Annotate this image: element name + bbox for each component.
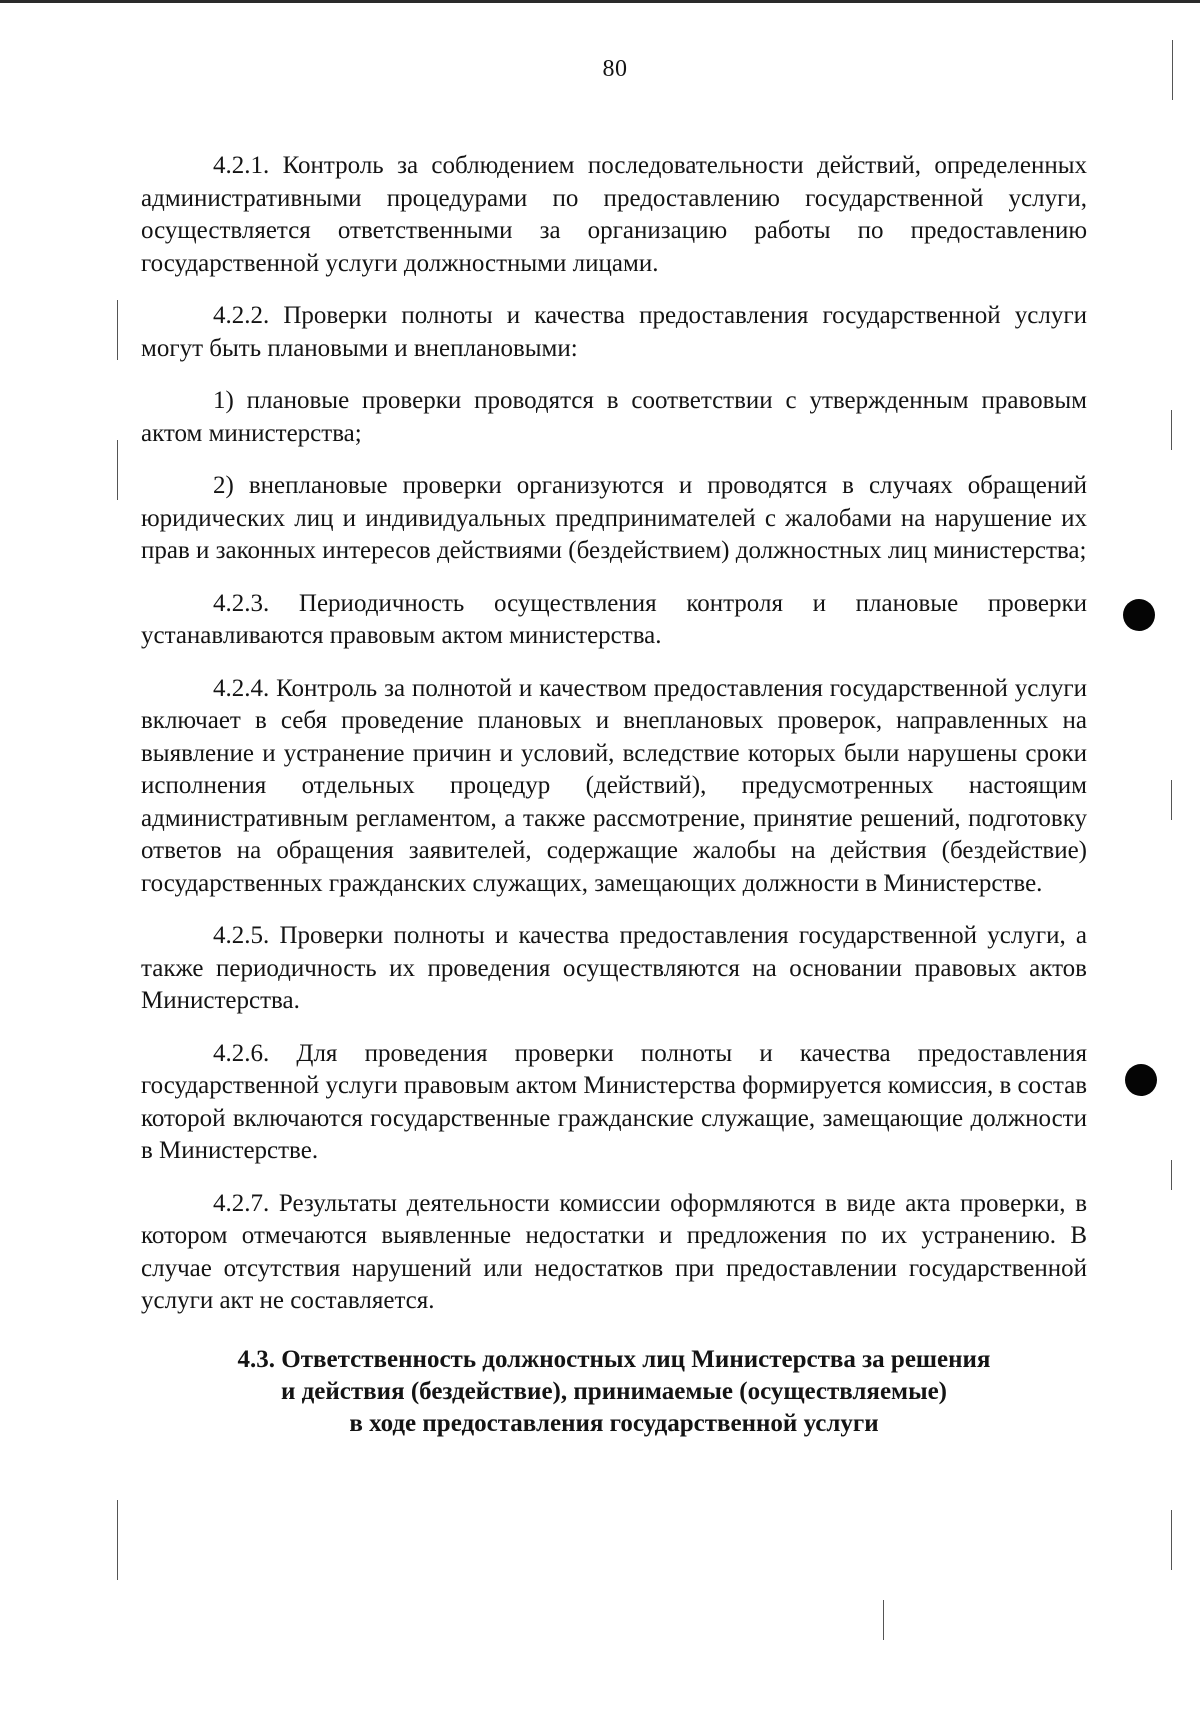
scan-artifact	[117, 440, 118, 500]
scan-artifact	[1171, 1510, 1172, 1570]
scan-artifact	[1171, 1160, 1172, 1190]
scan-artifact	[1172, 40, 1173, 100]
paragraph-4-2-7: 4.2.7. Результаты деятельности комиссии оформляются в виде акта проверки, в котором отмечаются выявленные недостатки и предложения по их устранению. В случае отсутствия нарушений или недостатков при предоставлении государственной услуги акт не составляется.	[141, 1189, 1087, 1314]
punch-hole-mark	[1125, 1064, 1157, 1096]
scan-artifact	[1171, 780, 1172, 820]
punch-hole-mark	[1123, 599, 1155, 631]
document-body	[141, 150, 1087, 1440]
paragraph-4-2-6: 4.2.6. Для проведения проверки полноты и качества предоставления государственной услуги правовым актом Министерства формируется комиссия, в состав которой включаются государственные гражданские служащие, замещающие должности в Министерстве.	[141, 1039, 1087, 1164]
section-heading-4-3	[141, 1344, 1087, 1440]
section-heading-line: и действия (бездействие), принимаемые (осуществляемые)	[280, 1377, 948, 1405]
scan-artifact	[1171, 410, 1172, 450]
paragraph-4-2-1: 4.2.1. Контроль за соблюдением последовательности действий, определенных административными процедурами по предоставлению государственной услуги, осуществляется ответственными за организацию работы по предоставлению государственной услуги должностными лицами.	[141, 152, 1087, 277]
page-number: 80	[602, 56, 628, 82]
section-heading-line: в ходе предоставления государственной услуги	[349, 1409, 879, 1437]
scan-artifact	[883, 1600, 884, 1640]
scan-top-edge	[0, 0, 1200, 3]
section-heading-line: 4.3. Ответственность должностных лиц Министерства за решения	[237, 1345, 991, 1373]
list-item-planned-checks: 1) плановые проверки проводятся в соответствии с утвержденным правовым актом министерства;	[141, 387, 1087, 447]
paragraph-4-2-3: 4.2.3. Периодичность осуществления контроля и плановые проверки устанавливаются правовым актом министерства.	[141, 589, 1087, 649]
paragraph-4-2-5: 4.2.5. Проверки полноты и качества предоставления государственной услуги, а также периодичность их проведения осуществляются на основании правовых актов Министерства.	[141, 922, 1087, 1014]
paragraph-4-2-4: 4.2.4. Контроль за полнотой и качеством предоставления государственной услуги включает в себя проведение плановых и внеплановых проверок, направленных на выявление и устранение причин и условий, вследствие которых были нарушены сроки исполнения отдельных процедур (действий), предусмотренных настоящим административным регламентом, а также рассмотрение, принятие решений, подготовку ответов на обращения заявителей, содержащие жалобы на действия (бездействие) государственных гражданских служащих, замещающих должности в Министерстве.	[141, 674, 1087, 897]
scan-artifact	[117, 300, 118, 360]
scan-artifact	[117, 1500, 118, 1580]
paragraph-4-2-2: 4.2.2. Проверки полноты и качества предоставления государственной услуги могут быть плановыми и внеплановыми:	[141, 302, 1087, 362]
list-item-unplanned-checks: 2) внеплановые проверки организуются и проводятся в случаях обращений юридических лиц и индивидуальных предпринимателей с жалобами на нарушение их прав и законных интересов действиями (бездействием) должностных лиц министерства;	[141, 472, 1087, 564]
